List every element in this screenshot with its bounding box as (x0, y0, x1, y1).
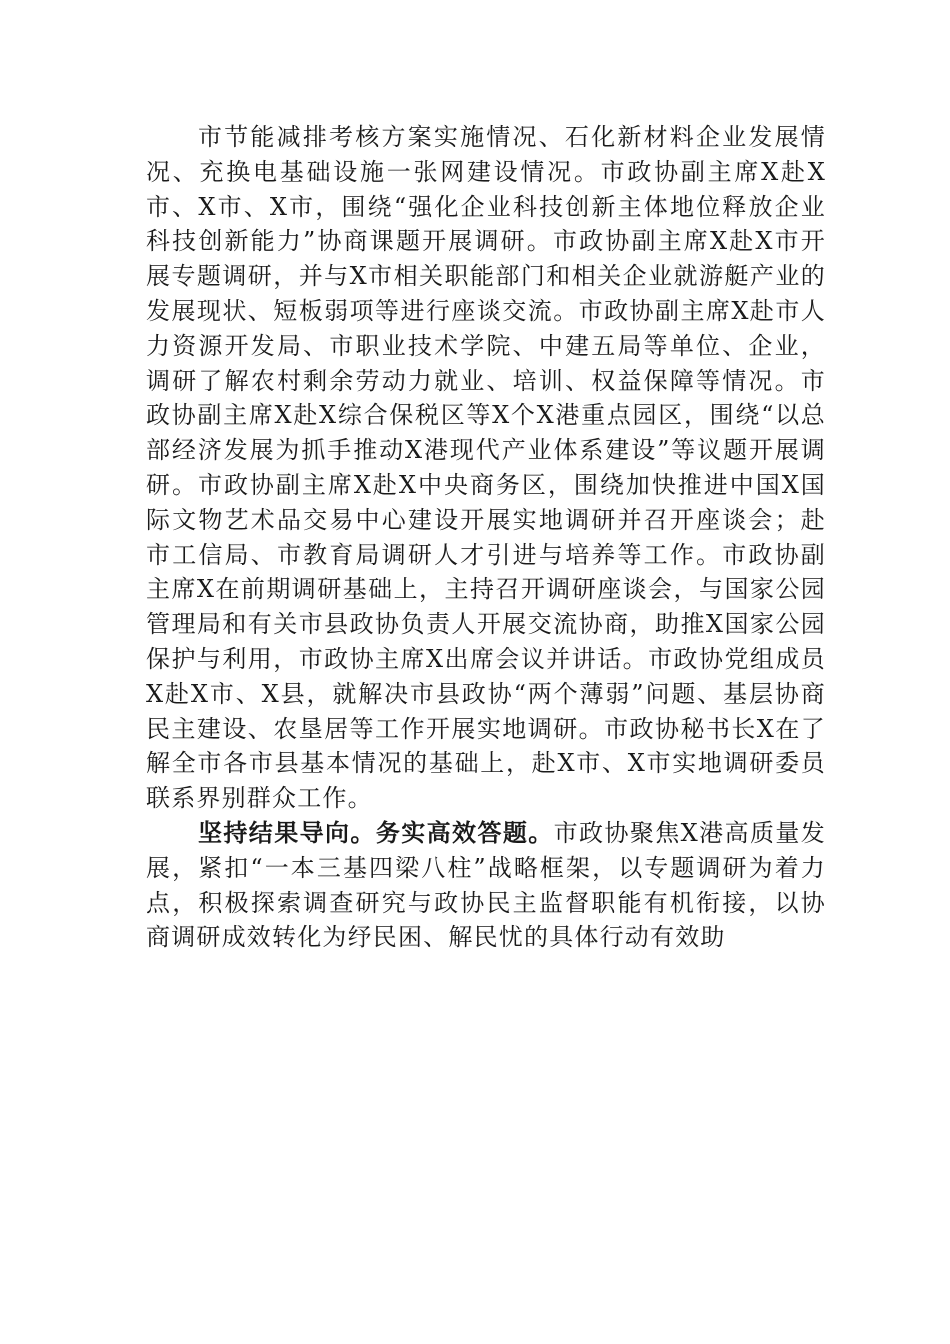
paragraph-2-text: 市政协聚焦X港高质量发展，紧扣“一本三基四梁八柱”战略框架，以专题调研为着力点，积极探索调查研究与政协民主监督职能有机衔接，以协商调研成效转化为纾民困、解民忧的具体行动有效助 (146, 818, 826, 952)
paragraph-2 (146, 816, 826, 955)
paragraph-1 (146, 120, 826, 816)
paragraph-2-lead: 坚持结果导向。务实高效答题。 (198, 817, 554, 847)
body-text (146, 120, 826, 955)
paragraph-1-text: 市节能减排考核方案实施情况、石化新材料企业发展情况、充换电基础设施一张网建设情况。市政协副主席X赴X市、X市、X市，围绕“强化企业科技创新主体地位释放企业科技创新能力”协商课题开展调研。市政协副主席X赴X市开展专题调研，并与X市相关职能部门和相关企业就游艇产业的发展现状、短板弱项等进行座谈交流。市政协副主席X赴市人力资源开发局、市职业技术学院、中建五局等单位、企业，调研了解农村剩余劳动力就业、培训、权益保障等情况。市政协副主席X赴X综合保税区等X个X港重点园区，围绕“以总部经济发展为抓手推动X港现代产业体系建设”等议题开展调研。市政协副主席X赴X中央商务区，围绕加快推进中国X国际文物艺术品交易中心建设开展实地调研并召开座谈会；赴市工信局、市教育局调研人才引进与培养等工作。市政协副主席X在前期调研基础上，主持召开调研座谈会，与国家公园管理局和有关市县政协负责人开展交流协商，助推X国家公园保护与利用，市政协主席X出席会议并讲话。市政协党组成员X赴X市、X县，就解决市县政协“两个薄弱”问题、基层协商民主建设、农垦居等工作开展实地调研。市政协秘书长X在了解全市各市县基本情况的基础上，赴X市、X市实地调研委员联系界别群众工作。 (146, 123, 826, 813)
